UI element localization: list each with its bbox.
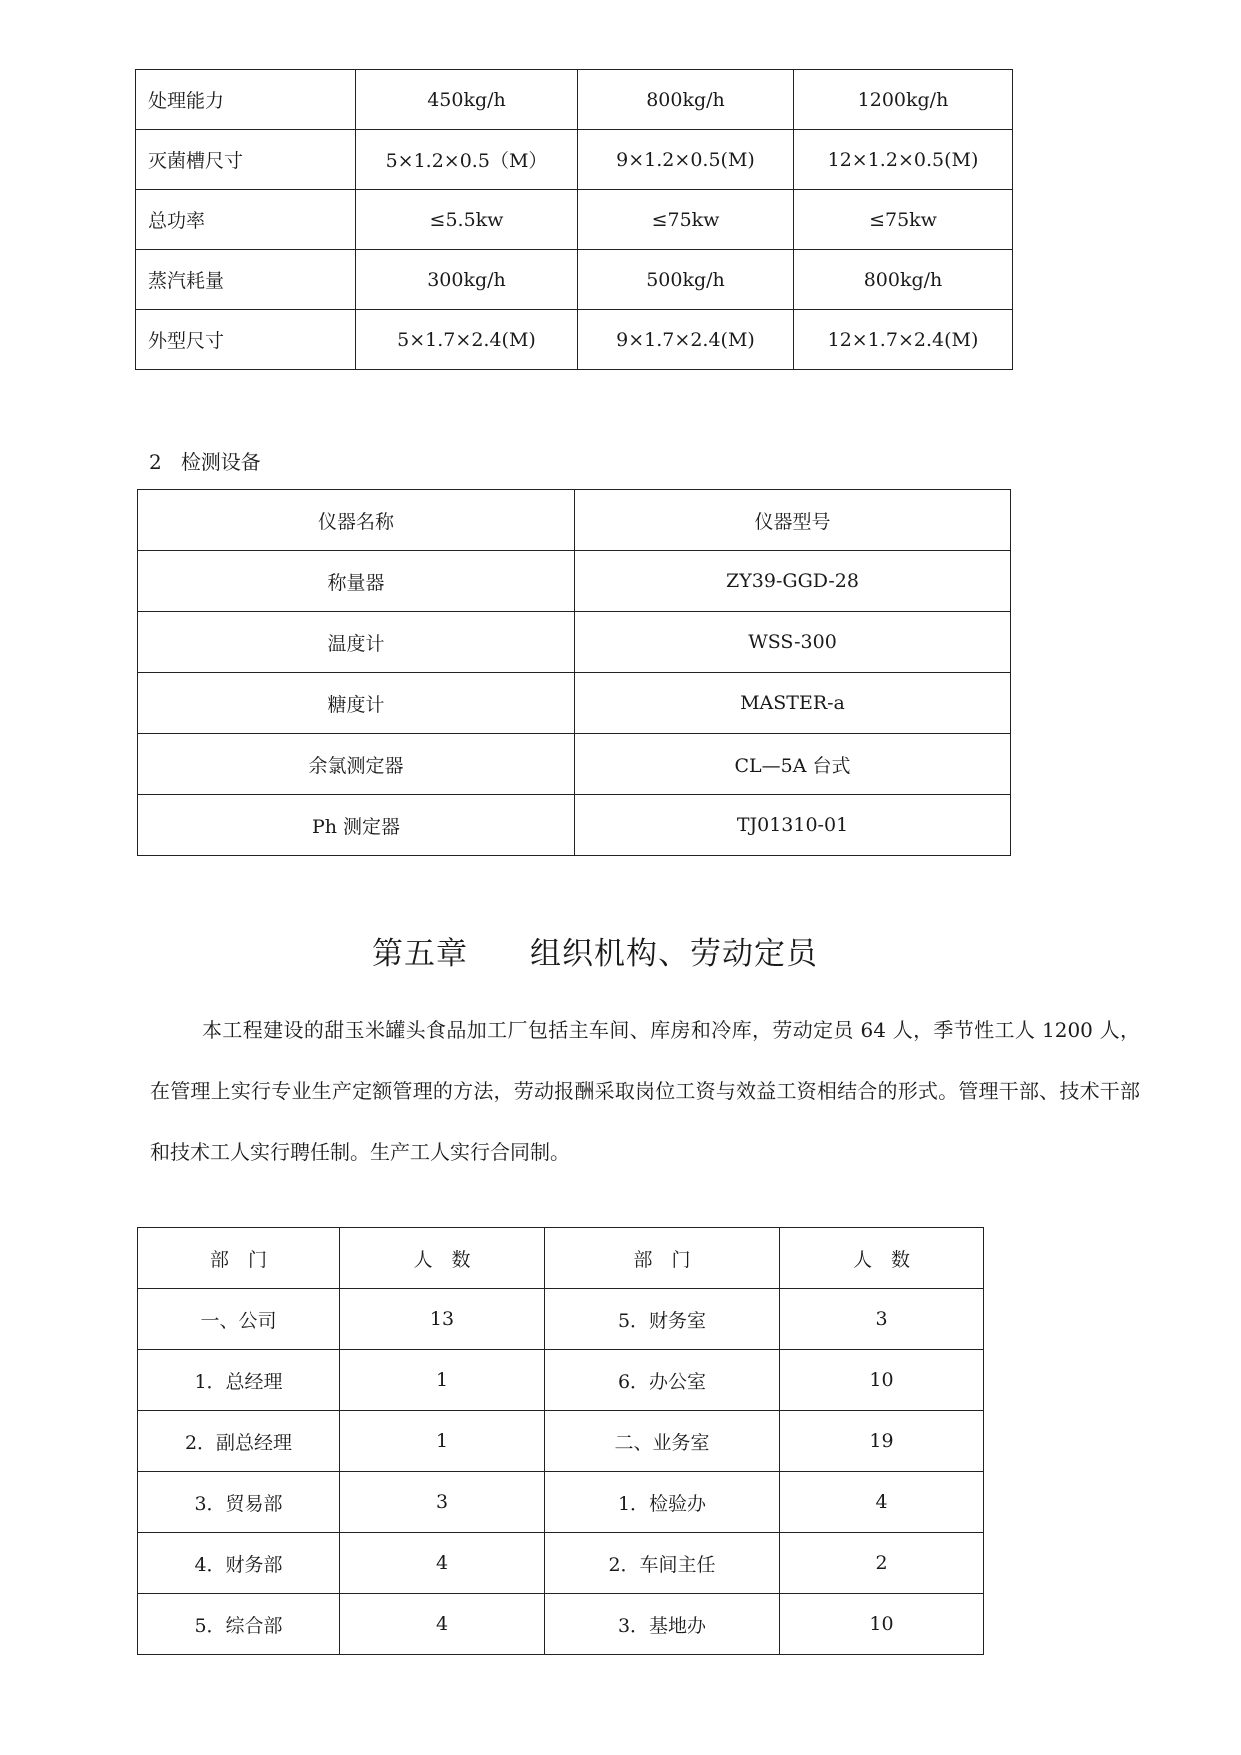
row-label: 蒸汽耗量 (136, 250, 356, 310)
table-cell: 2．副总经理 (138, 1411, 340, 1472)
table-cell: CL—5A 台式 (575, 734, 1011, 795)
staffing-table (137, 1227, 984, 1655)
row-label: 总功率 (136, 190, 356, 250)
column-header: 部 门 (138, 1228, 340, 1289)
table-cell: 余氯测定器 (138, 734, 575, 795)
section-number: 2 (149, 450, 162, 474)
table-cell: ≤75kw (794, 190, 1013, 250)
table-cell: 5×1.7×2.4(M) (356, 310, 578, 370)
equipment-spec-table (135, 69, 1013, 370)
table-cell: 3．贸易部 (138, 1472, 340, 1533)
table-row (136, 310, 1013, 370)
table-cell: 10 (780, 1594, 984, 1655)
table-cell: 4 (340, 1594, 545, 1655)
table-cell: 1．总经理 (138, 1350, 340, 1411)
table-cell: TJ01310-01 (575, 795, 1011, 856)
table-cell: 1 (340, 1411, 545, 1472)
chapter-title (0, 928, 1190, 973)
table-cell: 5×1.2×0.5（M） (356, 130, 578, 190)
table-row (138, 1594, 984, 1655)
table-cell: 1．检验办 (545, 1472, 780, 1533)
table-cell: ZY39-GGD-28 (575, 551, 1011, 612)
table-cell: 6．办公室 (545, 1350, 780, 1411)
section-title: 检测设备 (180, 450, 261, 474)
chapter-number: 第五章 (372, 936, 468, 972)
table-cell: 12×1.2×0.5(M) (794, 130, 1013, 190)
table-row (136, 190, 1013, 250)
row-label: 处理能力 (136, 70, 356, 130)
column-header: 人 数 (780, 1228, 984, 1289)
table-cell: 500kg/h (578, 250, 794, 310)
table-cell: 12×1.7×2.4(M) (794, 310, 1013, 370)
table-cell: ≤5.5kw (356, 190, 578, 250)
table-cell: 3 (340, 1472, 545, 1533)
table-cell: 3．基地办 (545, 1594, 780, 1655)
table-row (136, 70, 1013, 130)
table-row (136, 250, 1013, 310)
table-cell: 19 (780, 1411, 984, 1472)
table-row (138, 734, 1011, 795)
table-row (138, 1289, 984, 1350)
table-cell: 2 (780, 1533, 984, 1594)
table-header-row (138, 490, 1011, 551)
body-paragraph: 本工程建设的甜玉米罐头食品加工厂包括主车间、库房和冷库，劳动定员 64 人，季节性工人 1200 人，在管理上实行专业生产定额管理的方法，劳动报酬采取岗位工资与效益工资相结合的形式。管理干部、技术干部和技术工人实行聘任制。生产工人实行合同制。 (150, 1018, 1140, 1164)
table-row (138, 795, 1011, 856)
row-label: 灭菌槽尺寸 (136, 130, 356, 190)
table-cell: 称量器 (138, 551, 575, 612)
table-cell: 3 (780, 1289, 984, 1350)
table-cell: 4 (780, 1472, 984, 1533)
column-header: 仪器型号 (575, 490, 1011, 551)
table-cell: 4 (340, 1533, 545, 1594)
table-cell: 9×1.2×0.5(M) (578, 130, 794, 190)
table-row (138, 1350, 984, 1411)
table-cell: 10 (780, 1350, 984, 1411)
table-cell: 13 (340, 1289, 545, 1350)
table-cell: 一、公司 (138, 1289, 340, 1350)
table-cell: 2．车间主任 (545, 1533, 780, 1594)
row-label: 外型尺寸 (136, 310, 356, 370)
table-row (138, 1533, 984, 1594)
section-heading (149, 446, 261, 475)
table-cell: 糖度计 (138, 673, 575, 734)
table-cell: 800kg/h (794, 250, 1013, 310)
table-cell: ≤75kw (578, 190, 794, 250)
instrument-table (137, 489, 1011, 856)
table-cell: 450kg/h (356, 70, 578, 130)
table-cell: 温度计 (138, 612, 575, 673)
table-row (138, 612, 1011, 673)
table-cell: 9×1.7×2.4(M) (578, 310, 794, 370)
column-header: 部 门 (545, 1228, 780, 1289)
table-row (138, 1411, 984, 1472)
table-row (138, 673, 1011, 734)
table-cell: 1 (340, 1350, 545, 1411)
table-cell: 5．综合部 (138, 1594, 340, 1655)
table-row (138, 1472, 984, 1533)
table-cell: 二、业务室 (545, 1411, 780, 1472)
column-header: 人 数 (340, 1228, 545, 1289)
table-row (136, 130, 1013, 190)
column-header: 仪器名称 (138, 490, 575, 551)
chapter-name: 组织机构、劳动定员 (530, 936, 818, 972)
table-cell: WSS-300 (575, 612, 1011, 673)
table-row (138, 551, 1011, 612)
table-cell: MASTER-a (575, 673, 1011, 734)
table-cell: Ph 测定器 (138, 795, 575, 856)
table-cell: 1200kg/h (794, 70, 1013, 130)
table-header-row (138, 1228, 984, 1289)
table-cell: 800kg/h (578, 70, 794, 130)
table-cell: 5．财务室 (545, 1289, 780, 1350)
table-cell: 300kg/h (356, 250, 578, 310)
table-cell: 4．财务部 (138, 1533, 340, 1594)
